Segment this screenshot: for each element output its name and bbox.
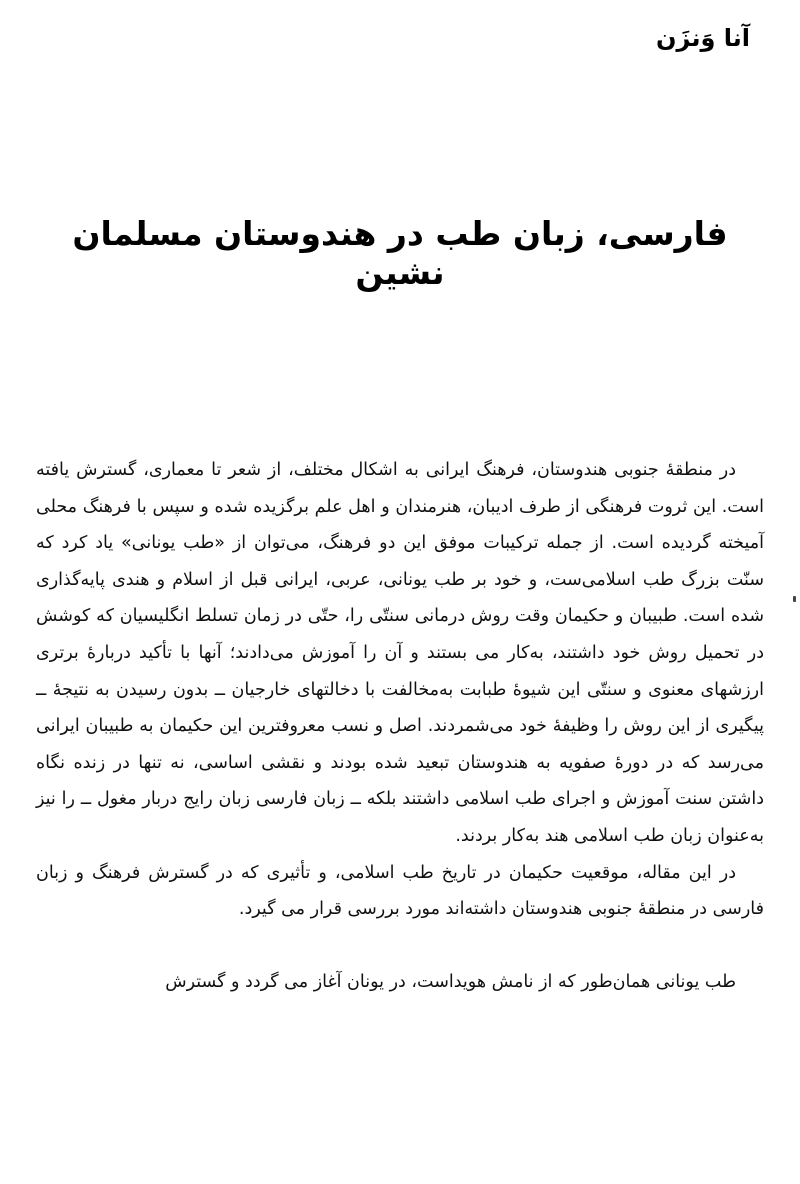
margin-mark [793, 596, 796, 602]
article-body [36, 452, 764, 1000]
paragraph-greek-medicine: طب یونانی همان‌طور که از نامش هویداست، در یونان آغاز می گردد و گسترش [165, 971, 736, 992]
author-name: آنا وَنزَن [656, 24, 750, 52]
paragraph-scope: در این مقاله، موقعیت حکیمان در تاریخ طب اسلامی، و تأثیری که در گسترش فرهنگ و زبان فارسی در منطقهٔ جنوبی هندوستان داشته‌اند مورد بررسی قرار می گیرد. [36, 862, 764, 920]
article-title: فارسی، زبان طب در هندوستان مسلمان نشین [72, 214, 728, 293]
paragraph-intro: در منطقهٔ جنوبی هندوستان، فرهنگ ایرانی به اشکال مختلف، از شعر تا معماری، گسترش یافته است. این ثروت فرهنگی از طرف ادیبان، هنرمندان و اهل علم برگزیده شده و سپس با فرهنگ محلی آمیخته گردیده است. از جمله ترکیبات موفق این دو فرهنگ، می‌توان از «طب یونانی» یاد کرد که سنّت بزرگ طب اسلامی‌ست، و خود بر طب یونانی، عربی، ایرانی قبل از اسلام و هندی پایه‌گذاری شده است. طبیبان و حکیمان وقت روش درمانی سنتّی را، حتّی در زمان تسلط انگلیسیان که کوشش در تحمیل روش خود داشتند، به‌کار می بستند و آن را آموزش می‌دادند؛ آنها با تأکید دربارهٔ برتری ارزشهای معنوی و سنتّی این شیوهٔ طبابت به‌مخالفت با دخالتهای خارجیان ــ بدون رسیدن به نتیجهٔ ــ پیگیری از این روش را وظیفهٔ خود می‌شمردند. اصل و نسب معروفترین این حکیمان به طبیبان ایرانی می‌رسد که در دورهٔ صفویه به هندوستان تبعید شده بودند و نقشی اساسی، نه تنها در زنده نگاه داشتن سنت آموزش و اجرای طب اسلامی داشتند بلکه ــ زبان فارسی زبان رایج دربار مغول ــ را نیز به‌عنوان زبان طب اسلامی هند به‌کار بردند. [36, 460, 764, 846]
